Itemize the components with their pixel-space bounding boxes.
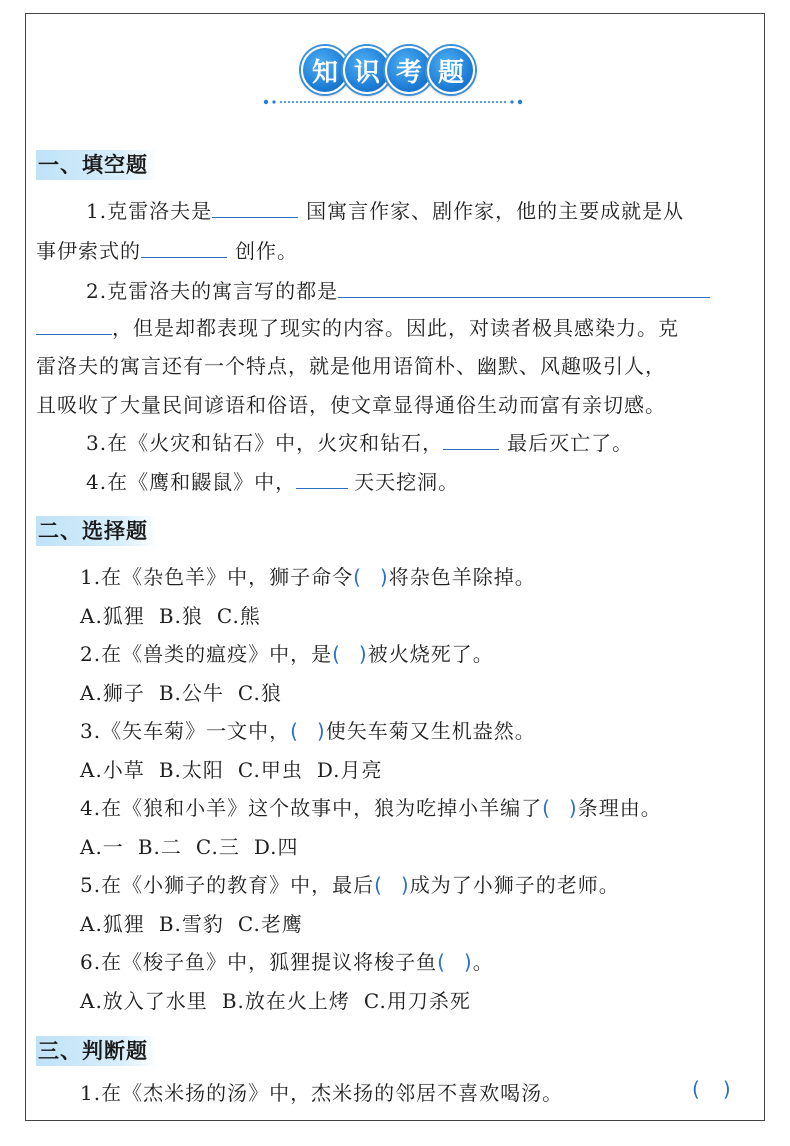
fill-q2-line3: 雷洛夫的寓言还有一个特点，就是他用语简朴、幽默、风趣吸引人，: [36, 354, 666, 378]
fill-q4-text: 4.在《鹰和鼹鼠》中，: [86, 470, 297, 494]
answer-blank[interactable]: [36, 314, 112, 335]
page-title: [0, 46, 790, 110]
question-text: 使矢车菊又生机盎然。: [325, 719, 536, 743]
section-choice-heading: 二、选择题: [36, 516, 158, 546]
section-judge-heading: 三、判断题: [36, 1036, 158, 1066]
option-b: B.太阳: [158, 758, 224, 782]
option-c: C.三: [195, 835, 240, 859]
fill-q1-text: 国寓言作家、剧作家，他的主要成就是从: [306, 199, 685, 223]
option-d: D.四: [253, 835, 299, 859]
option-c: C.熊: [216, 604, 261, 628]
question-text: 1.在《杰米扬的汤》中，杰米扬的邻居不喜欢喝汤。: [80, 1081, 564, 1105]
answer-blank[interactable]: [141, 237, 227, 258]
answer-blank[interactable]: [338, 277, 710, 298]
answer-paren[interactable]: (: [374, 873, 383, 897]
answer-paren[interactable]: (: [437, 950, 446, 974]
answer-paren[interactable]: ): [463, 950, 473, 974]
question-text: 3.《矢车菊》一文中，: [80, 719, 291, 743]
option-c: C.老鹰: [237, 912, 303, 936]
question-text: 。: [472, 950, 494, 974]
answer-blank[interactable]: [212, 197, 298, 218]
title-underline-decoration: [262, 96, 524, 108]
answer-paren[interactable]: ): [358, 642, 368, 666]
judge-q1: [80, 1080, 563, 1106]
answer-paren[interactable]: ): [568, 796, 578, 820]
option-c: C.狼: [237, 681, 282, 705]
option-a: A.狮子: [80, 681, 145, 705]
choice-q1: [80, 564, 536, 590]
question-text: 2.在《兽类的瘟疫》中，是: [80, 642, 333, 666]
answer-blank[interactable]: [296, 468, 348, 489]
option-a: A.放入了水里: [80, 989, 208, 1013]
answer-blank[interactable]: [443, 429, 499, 450]
answer-paren[interactable]: (: [290, 719, 299, 743]
choice-q1-options: [80, 603, 275, 629]
fill-q1-line1: [86, 197, 684, 224]
question-text: 1.在《杂色羊》中，狮子命令: [80, 565, 354, 589]
option-a: A.狐狸: [80, 604, 145, 628]
fill-q1-line2: [36, 237, 298, 264]
option-b: B.二: [137, 835, 182, 859]
option-a: A.小草: [80, 758, 145, 782]
fill-q2-line4: 且吸收了大量民间谚语和俗语，使文章显得通俗生动而富有亲切感。: [36, 393, 666, 417]
question-text: 被火烧死了。: [367, 642, 494, 666]
title-char: 考: [385, 46, 433, 94]
judge-q1-answer[interactable]: [692, 1076, 732, 1102]
option-c: C.甲虫: [237, 758, 303, 782]
choice-q4: [80, 795, 662, 821]
fill-q2-text: 2.克雷洛夫的寓言写的都是: [86, 279, 339, 303]
option-a: A.一: [80, 835, 124, 859]
choice-q4-options: [80, 834, 313, 860]
choice-q5: [80, 872, 620, 898]
answer-paren[interactable]: (: [542, 796, 551, 820]
fill-q3-line: [86, 429, 633, 456]
fill-q3-text: 3.在《火灾和钻石》中，火灾和钻石，: [86, 431, 444, 455]
title-char: 题: [427, 46, 475, 94]
answer-paren[interactable]: (: [332, 642, 341, 666]
question-text: 成为了小狮子的老师。: [409, 873, 620, 897]
choice-q6: [80, 949, 494, 975]
choice-q6-options: [80, 988, 485, 1014]
question-text: 5.在《小狮子的教育》中，最后: [80, 873, 375, 897]
choice-q5-options: [80, 911, 317, 937]
fill-q4-line: [86, 468, 459, 495]
option-b: B.公牛: [158, 681, 224, 705]
fill-q1-text: 创作。: [235, 239, 298, 263]
question-text: 6.在《梭子鱼》中，狐狸提议将梭子鱼: [80, 950, 438, 974]
answer-paren[interactable]: ): [316, 719, 326, 743]
answer-paren[interactable]: (: [353, 565, 362, 589]
fill-q1-text: 事伊索式的: [36, 239, 141, 263]
choice-q3: [80, 718, 536, 744]
title-char: 知: [301, 46, 349, 94]
answer-paren[interactable]: ): [379, 565, 389, 589]
section-fill-heading: 一、填空题: [36, 150, 158, 180]
fill-q3-text: 最后灭亡了。: [507, 431, 634, 455]
fill-q2-line1: [86, 277, 710, 304]
choice-q3-options: [80, 757, 397, 783]
option-c: C.用刀杀死: [363, 989, 471, 1013]
answer-paren[interactable]: ): [400, 873, 410, 897]
option-b: B.放在火上烤: [221, 989, 350, 1013]
option-b: B.雪豹: [158, 912, 224, 936]
question-text: 将杂色羊除掉。: [388, 565, 536, 589]
question-text: 条理由。: [577, 796, 662, 820]
choice-q2: [80, 641, 494, 667]
question-text: 4.在《狼和小羊》这个故事中，狼为吃掉小羊编了: [80, 796, 543, 820]
title-char: 识: [343, 46, 391, 94]
answer-paren[interactable]: ): [722, 1077, 732, 1101]
fill-q2-line2: [36, 314, 679, 341]
option-a: A.狐狸: [80, 912, 145, 936]
fill-q4-text: 天天挖洞。: [354, 470, 460, 494]
option-d: D.月亮: [316, 758, 383, 782]
answer-paren[interactable]: (: [692, 1077, 701, 1101]
option-b: B.狼: [158, 604, 203, 628]
choice-q2-options: [80, 680, 296, 706]
fill-q2-text: ，但是却都表现了现实的内容。因此，对读者极具感染力。克: [112, 316, 679, 340]
fill-q1-text: 1.克雷洛夫是: [86, 199, 213, 223]
